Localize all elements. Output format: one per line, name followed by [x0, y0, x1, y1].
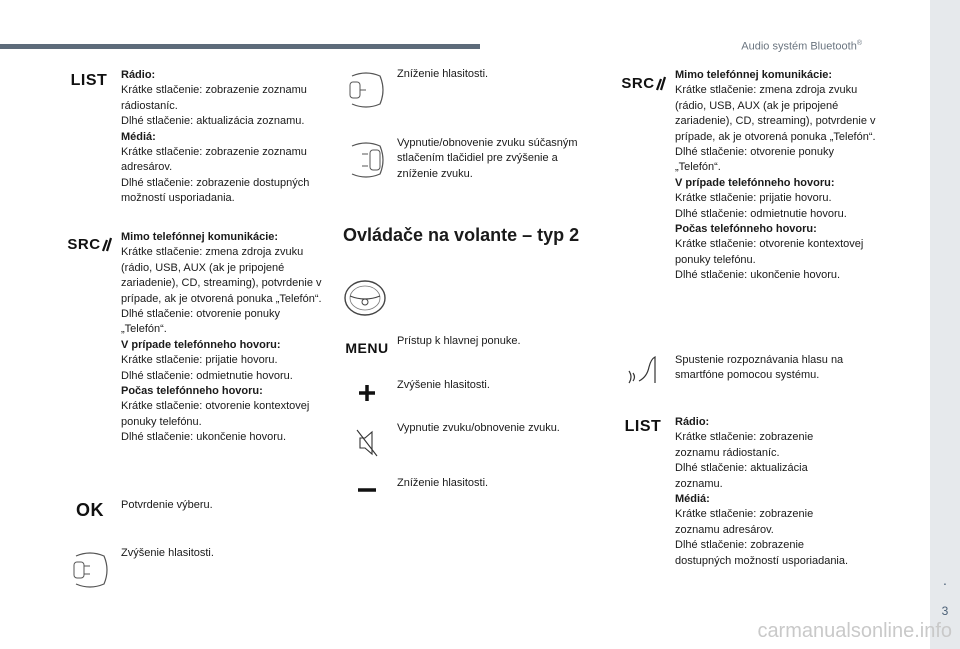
volume-down-description: Zníženie hlasitosti.	[397, 68, 489, 80]
description-line: Dlhé stlačenie: ukončenie hovoru.	[121, 431, 287, 444]
steering-wheel-icon	[342, 278, 388, 318]
steering-wheel-volume-up-icon	[68, 548, 112, 592]
description-heading: V prípade telefónneho hovoru:	[675, 176, 835, 189]
description-heading: Mimo telefónnej komunikácie:	[121, 231, 279, 243]
minus-icon	[356, 484, 378, 496]
list-label-icon: LIST	[70, 72, 108, 89]
description-heading: Médiá:	[121, 130, 156, 143]
description-line: Krátke stlačenie: zmena zdroja zvuku (rádio, USB, AUX (ak je pripojené zariadenie), CD, streaming), potvrdenie v prípade, ak je otvorená ponuka „Telefón“.	[675, 84, 876, 143]
phone-slash-icon-right	[655, 75, 667, 91]
plus-icon	[356, 382, 378, 404]
page-marker: .	[943, 572, 947, 588]
description-line: Krátke stlačenie: prijatie hovoru.	[121, 354, 278, 367]
mute-description: Vypnutie zvuku/obnovenie zvuku.	[397, 422, 560, 434]
description-line: Dlhé stlačenie: zobrazenie dostupných možností usporiadania.	[121, 176, 310, 205]
phone-slash-icon	[101, 236, 113, 252]
description-line: Krátke stlačenie: zobrazenie zoznamu rádiostaníc.	[675, 431, 814, 459]
description-line: Krátke stlačenie: zobrazenie zoznamu adresárov.	[121, 146, 307, 174]
watermark: carmanualsonline.info	[757, 620, 952, 642]
header-rule	[0, 44, 480, 49]
description-line: Dlhé stlačenie: otvorenie ponuky „Telefón“.	[675, 146, 834, 174]
src-label-icon: SRC	[66, 233, 114, 255]
description-line: Dlhé stlačenie: otvorenie ponuky „Telefón“.	[121, 308, 280, 336]
steering-wheel-volume-down-icon	[344, 68, 388, 112]
description-line: Dlhé stlačenie: ukončenie hovoru.	[675, 269, 841, 282]
description-line: Krátke stlačenie: zmena zdroja zvuku (rádio, USB, AUX (ak je pripojené zariadenie), CD, streaming), potvrdenie v prípade, ak je otvorená ponuka „Telefón“.	[121, 246, 322, 305]
description-line: Krátke stlačenie: otvorenie kontextovej ponuky telefónu.	[121, 400, 310, 428]
minus-description: Zníženie hlasitosti.	[397, 477, 489, 489]
mute-both-description: Vypnutie/obnovenie zvuku súčasným stlačením tlačidiel pre zvýšenie a zníženie zvuku.	[397, 137, 578, 180]
description-heading: Počas telefónneho hovoru:	[675, 223, 817, 236]
menu-description: Prístup k hlavnej ponuke.	[397, 335, 521, 347]
list-description-right	[675, 415, 855, 569]
voice-recognition-icon	[624, 354, 660, 388]
plus-description: Zvýšenie hlasitosti.	[397, 379, 490, 391]
description-line: Krátke stlačenie: zobrazenie zoznamu rádiostaníc.	[121, 84, 307, 112]
steering-wheel-mute-both-icon	[344, 138, 388, 182]
description-line: Dlhé stlačenie: odmietnutie hovoru.	[121, 369, 293, 382]
header-title: Audio systém Bluetooth®	[741, 40, 862, 53]
description-line: Dlhé stlačenie: zobrazenie dostupných možností usporiadania.	[675, 539, 849, 567]
description-heading: V prípade telefónneho hovoru:	[121, 338, 281, 351]
src-description	[121, 230, 326, 446]
description-heading: Mimo telefónnej komunikácie:	[675, 69, 833, 81]
description-line: Dlhé stlačenie: aktualizácia zoznamu.	[675, 462, 808, 490]
mute-speaker-icon	[354, 426, 380, 460]
section-heading: Ovládače na volante – typ 2	[343, 225, 580, 245]
description-line: Krátke stlačenie: zobrazenie zoznamu adresárov.	[675, 508, 814, 536]
page-number: 3	[941, 604, 949, 618]
ok-label-icon: OK	[76, 499, 104, 520]
src-label-icon-right: SRC	[620, 72, 668, 94]
description-heading: Počas telefónneho hovoru:	[121, 385, 263, 398]
voice-recognition-description: Spustenie rozpoznávania hlasu na smartfóne pomocou systému.	[675, 354, 844, 382]
description-line: Dlhé stlačenie: aktualizácia zoznamu.	[121, 115, 305, 128]
ok-description: Potvrdenie výberu.	[121, 499, 213, 511]
list-label-icon-right: LIST	[624, 418, 662, 435]
src-description-right	[675, 68, 880, 284]
description-heading: Médiá:	[675, 493, 710, 506]
description-heading: Rádio:	[121, 69, 156, 81]
description-line: Krátke stlačenie: prijatie hovoru.	[675, 192, 832, 205]
description-line: Krátke stlačenie: otvorenie kontextovej ponuky telefónu.	[675, 238, 864, 266]
page-side-strip	[930, 0, 960, 649]
list-description	[121, 68, 326, 207]
description-line: Dlhé stlačenie: odmietnutie hovoru.	[675, 207, 847, 220]
volume-up-description: Zvýšenie hlasitosti.	[121, 547, 214, 559]
description-heading: Rádio:	[675, 416, 710, 428]
menu-label-icon: MENU	[345, 340, 389, 356]
